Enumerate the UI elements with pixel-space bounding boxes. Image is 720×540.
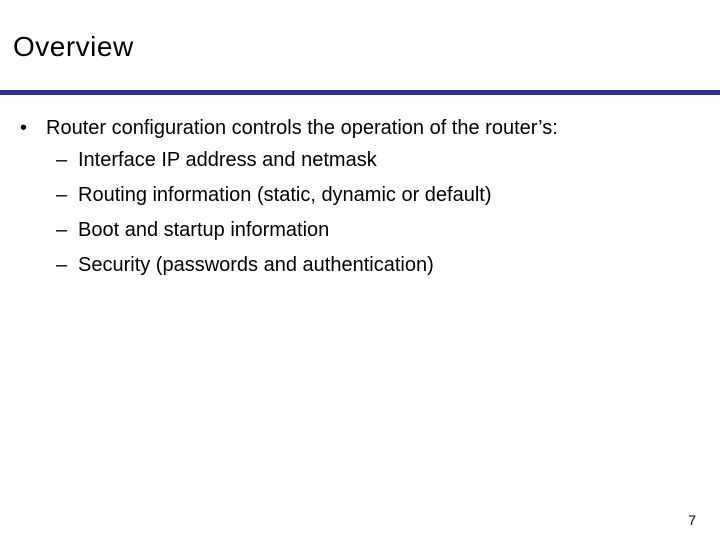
bullet-marker: • <box>20 117 28 139</box>
sub-bullet-text: Security (passwords and authentication) <box>78 254 434 276</box>
title-divider <box>0 90 720 95</box>
slide-title: Overview <box>13 31 134 62</box>
sub-bullet-list <box>56 148 492 288</box>
sub-bullet-item <box>56 148 492 183</box>
dash-marker: – <box>56 149 68 171</box>
bullet-item <box>20 116 558 140</box>
sub-bullet-item <box>56 183 492 218</box>
sub-bullet-text: Boot and startup information <box>78 219 330 241</box>
sub-bullet-item <box>56 253 492 288</box>
sub-bullet-text: Routing information (static, dynamic or default) <box>78 184 492 206</box>
dash-marker: – <box>56 254 68 276</box>
sub-bullet-text: Interface IP address and netmask <box>78 149 377 171</box>
dash-marker: – <box>56 219 68 241</box>
sub-bullet-item <box>56 218 492 253</box>
dash-marker: – <box>56 184 68 206</box>
page-number: 7 <box>688 512 696 528</box>
bullet-text: Router configuration controls the operation of the router’s: <box>46 117 558 139</box>
